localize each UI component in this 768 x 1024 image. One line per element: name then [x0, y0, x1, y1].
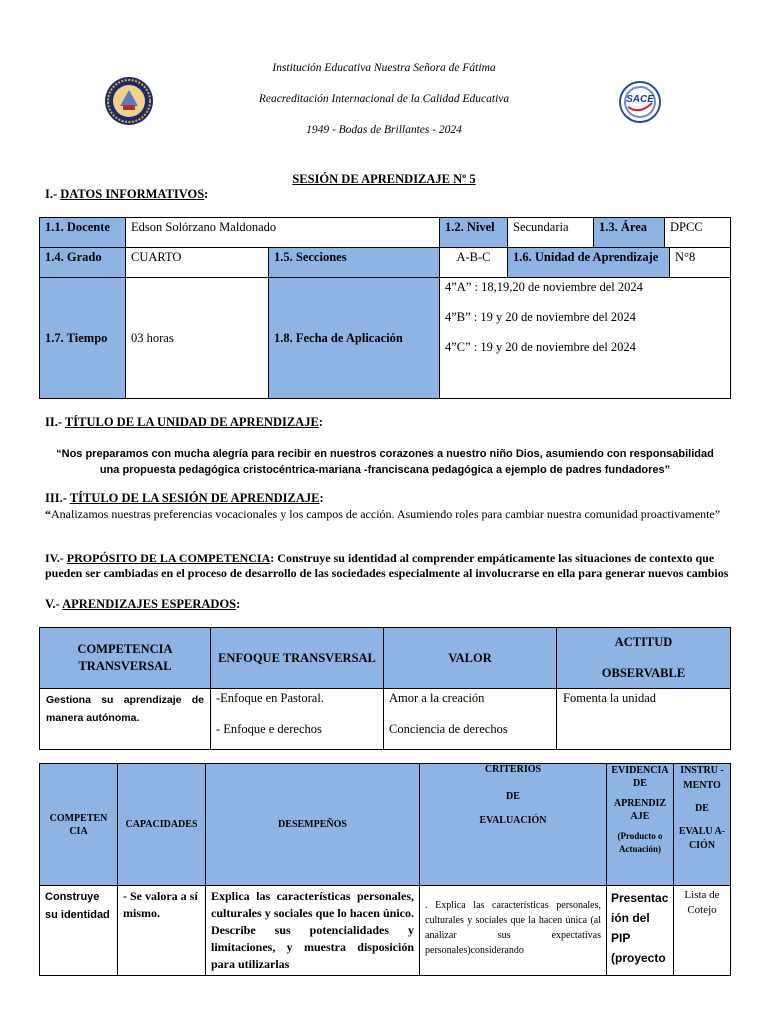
nivel-value: Secundaria — [508, 218, 594, 248]
section4-text: : Construye su identidad al comprender empáticamente las situaciones de contexto que pueden ser cambiadas en el proceso de desarrollo de las sociedades especialmente al involucrarse en ella para generar nuevos cambios — [45, 551, 729, 580]
grado-label: 1.4. Grado — [40, 248, 126, 278]
section2-heading — [45, 415, 323, 430]
header-instrumento — [674, 764, 731, 886]
header-criterios-1: CRITERIOS — [484, 764, 542, 775]
enfoque-values — [211, 689, 384, 750]
row-criterio: . Explica las características personales, culturales y sociales que la hacen única (al analizar sus expectativas personales)considerando — [420, 886, 607, 976]
fecha-label: 1.8. Fecha de Aplicación — [269, 278, 440, 399]
info-table — [39, 217, 731, 399]
session-title-text — [45, 507, 725, 522]
session-title: SESIÓN DE APRENDIZAJE Nº 5 — [292, 172, 476, 186]
fecha-values — [440, 278, 731, 399]
fecha-b: 4”B” : 19 y 20 de noviembre del 2024 — [445, 310, 636, 324]
section1-number: I.- — [45, 187, 61, 201]
tiempo-value: 03 horas — [126, 278, 269, 399]
session-title-quote: “ — [45, 507, 51, 521]
actitud-value: Fomenta la unidad — [557, 689, 731, 750]
header-actitud-line1: ACTITUD — [614, 635, 673, 649]
header-competencia: COMPETEN CIA — [40, 764, 118, 886]
enfoque-2: - Enfoque e derechos — [216, 722, 322, 736]
header-competencia-transversal: COMPETENCIA TRANSVERSAL — [40, 628, 211, 689]
header-criterios — [420, 764, 607, 886]
section4-title: PROPÓSITO DE LA COMPETENCIA — [66, 551, 271, 565]
section1-colon: : — [204, 187, 209, 201]
enfoque-1: -Enfoque en Pastoral. — [216, 691, 324, 705]
area-label: 1.3. Área — [594, 218, 665, 248]
header-actitud — [557, 628, 731, 689]
section3-title: TÍTULO DE LA SESIÓN DE APRENDIZAJE — [69, 491, 320, 505]
section3-number: III.- — [45, 491, 70, 505]
row-capacidad: - Se valora a sí mismo. — [118, 886, 206, 976]
valor-2: Conciencia de derechos — [389, 722, 508, 736]
section3-heading — [45, 491, 324, 506]
valor-values — [384, 689, 557, 750]
section3-colon: : — [319, 491, 324, 505]
header-instrumento-3: DE — [695, 803, 709, 814]
section1-heading — [45, 187, 208, 202]
header-actitud-line2: OBSERVABLE — [601, 666, 686, 680]
section5-heading — [45, 597, 240, 612]
secciones-label: 1.5. Secciones — [269, 248, 440, 278]
unidad-label: 1.6. Unidad de Aprendizaje — [508, 248, 670, 278]
row-instrumento: Lista de Cotejo — [674, 886, 731, 976]
section4 — [45, 551, 735, 581]
header-evidencia — [607, 764, 674, 886]
section5-number: V.- — [45, 597, 63, 611]
header-desempenos: DESEMPEÑOS — [206, 764, 420, 886]
fecha-c: 4”C” : 19 y 20 de noviembre del 2024 — [445, 340, 636, 354]
area-value: DPCC — [665, 218, 731, 248]
header-anniversary: 1949 - Bodas de Brillantes - 2024 — [306, 124, 462, 136]
tiempo-label: 1.7. Tiempo — [40, 278, 126, 399]
row-competencia: Construye su identidad — [40, 886, 118, 976]
expected-table — [39, 627, 731, 750]
header-evidencia-2: APRENDIZ AJE — [613, 798, 667, 822]
detail-table — [39, 763, 731, 976]
header-instrumento-4: EVALU A-CIÓN — [678, 826, 726, 851]
nivel-label: 1.2. Nivel — [440, 218, 508, 248]
header-capacidades: CAPACIDADES — [118, 764, 206, 886]
header-instrumento-2: MENTO — [683, 780, 721, 791]
sace-logo-text: SACE — [626, 94, 654, 105]
section2-title: TÍTULO DE LA UNIDAD DE APRENDIZAJE — [64, 415, 319, 429]
header-instrumento-1: INSTRU - — [680, 765, 724, 776]
secciones-value: A-B-C — [440, 248, 508, 278]
section4-number: IV.- — [45, 551, 67, 565]
header-criterios-3: EVALUACIÓN — [479, 815, 547, 826]
session-title-body: Analizamos nuestras preferencias vocacionales y los campos de acción. Asumiendo roles para cambiar nuestra comunidad proactivamente” — [51, 507, 721, 521]
section1-title: DATOS INFORMATIVOS — [60, 187, 205, 201]
header-evidencia-1: EVIDENCIA DE — [611, 765, 669, 789]
row-evidencia: Presentac ión del PIP (proyecto — [607, 886, 674, 976]
unit-title-text: “Nos preparamos con mucha alegría para recibir en nuestros corazones a nuestro niño Dios, asumiendo con responsabilidad una propuesta pedagógica cristocéntrica-mariana -franciscana pedagógica a ejemplo de padres fundadores” — [56, 448, 714, 476]
header-enfoque-transversal: ENFOQUE TRANSVERSAL — [211, 628, 384, 689]
section2-number: II.- — [45, 415, 65, 429]
docente-value: Edson Solórzano Maldonado — [126, 218, 440, 248]
section5-title: APRENDIZAJES ESPERADOS — [62, 597, 237, 611]
docente-label: 1.1. Docente — [40, 218, 126, 248]
header-valor: VALOR — [384, 628, 557, 689]
grado-value: CUARTO — [126, 248, 269, 278]
sace-logo — [619, 81, 661, 123]
valor-1: Amor a la creación — [389, 691, 485, 705]
header-evidencia-3: (Producto o Actuación) — [617, 831, 663, 854]
section5-colon: : — [236, 597, 241, 611]
header-institution: Institución Educativa Nuestra Señora de Fátima — [272, 62, 496, 74]
fecha-a: 4”A” : 18,19,20 de noviembre del 2024 — [445, 280, 643, 294]
header-accreditation: Reacreditación Internacional de la Calidad Educativa — [258, 93, 510, 105]
section2-colon: : — [318, 415, 323, 429]
unidad-value: N°8 — [670, 248, 731, 278]
competencia-value: Gestiona su aprendizaje de manera autónoma. — [40, 689, 211, 750]
header-criterios-2: DE — [506, 791, 520, 802]
row-desempeno: Explica las características personales, culturales y sociales que lo hacen único. Describe sus potencialidades y limitaciones, y muestra disposición para utilizarlas — [206, 886, 420, 976]
